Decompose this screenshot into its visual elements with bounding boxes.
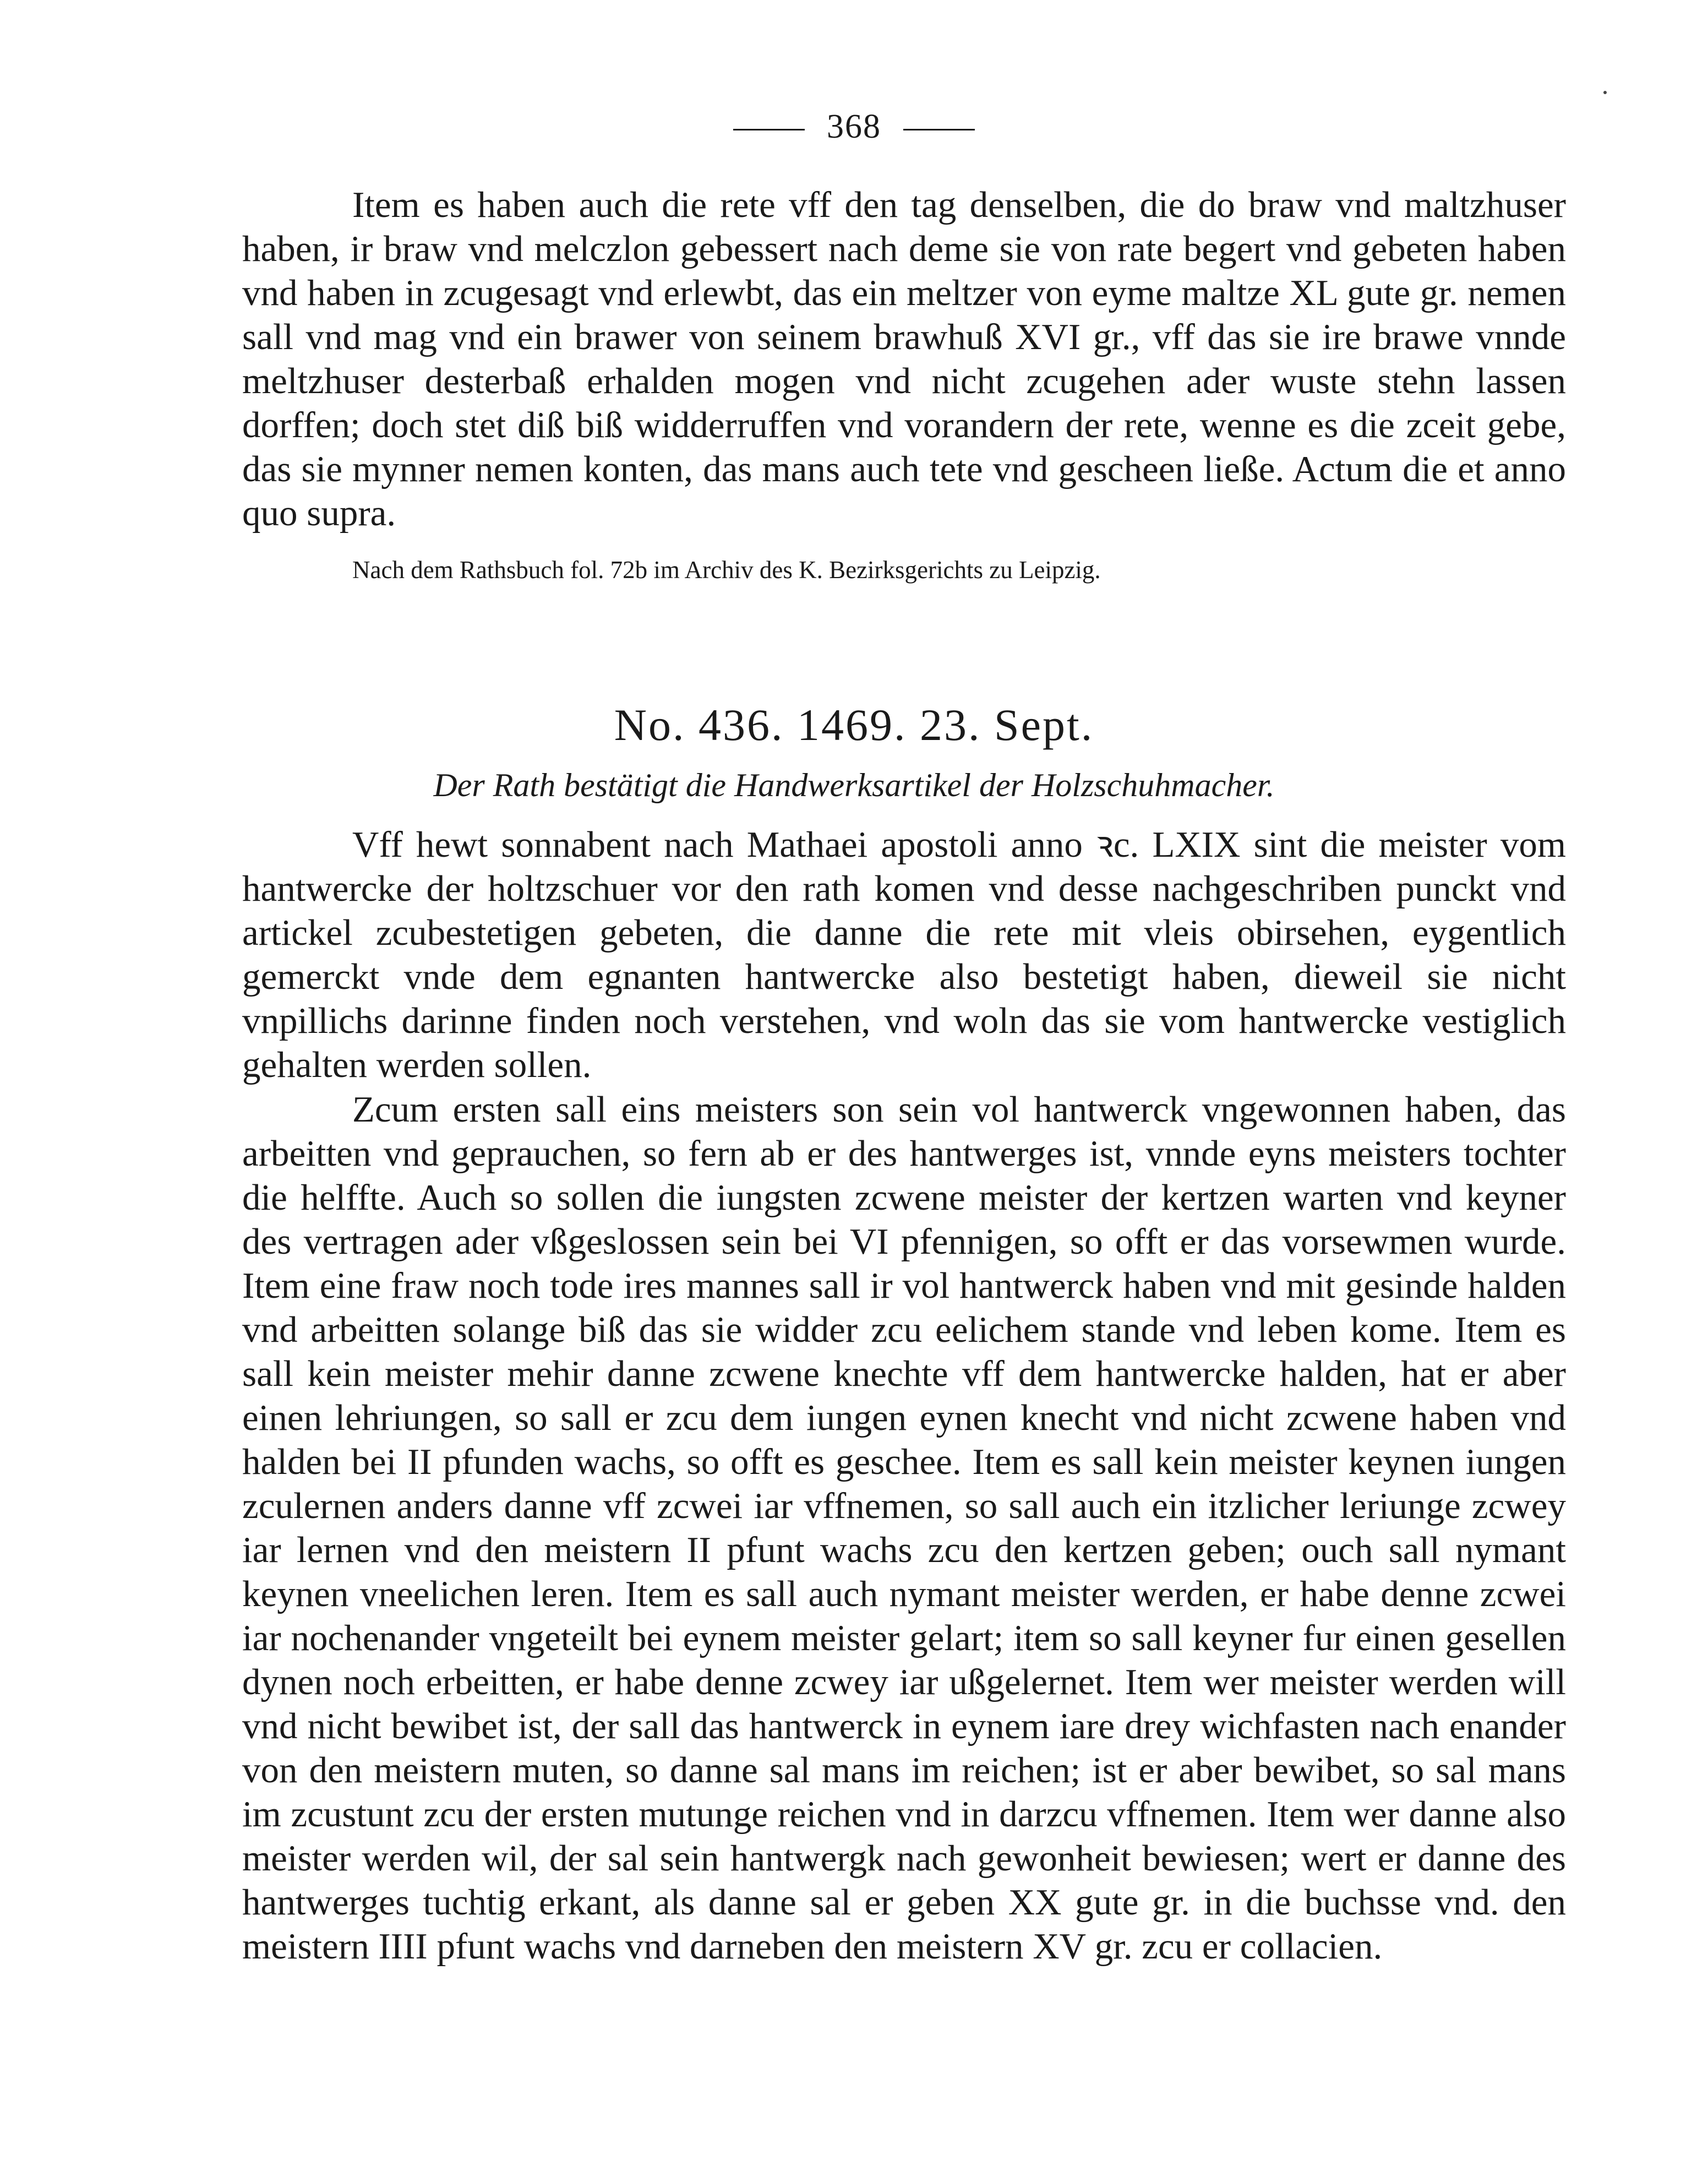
previous-document-paragraph: Item es haben auch die rete vff den tag denselben, die do braw vnd maltzhuser haben, ir braw vnd melczlon gebessert nach deme sie von rate begert vnd gebeten haben vnd haben in zcugesagt vnd erlewbt, das ein meltzer von eyme maltze XL gute gr. nemen sall vnd mag vnd ein brawer von seinem brawhuß XVI gr., vff das sie ire brawe vnnde meltzhuser desterbaß erhalden mogen vnd nicht zcugehen ader wuste stehn lassen dorffen; doch stet diß biß widderruffen vnd vorandern der rete, wenne es die zceit gebe, das sie mynner nemen konten, das mans auch tete vnd gescheen ließe. Actum die et anno quo supra.	[242, 184, 1566, 534]
document-subtitle: Der Rath bestätigt die Handwerksartikel der Holzschuhmacher.	[433, 767, 1275, 803]
right-rule	[903, 129, 975, 130]
page-number-text: 368	[827, 108, 881, 145]
left-rule	[733, 129, 805, 130]
document-heading: No. 436. 1469. 23. Sept.	[614, 700, 1094, 750]
document-paragraph-articles: Zcum ersten sall eins meisters son sein vol hantwerck vngewonnen haben, das arbeitten vnd geprauchen, so fern ab er des hantwerges ist, vnnde eyns meisters tochter die helffte. Auch so sollen die iungsten zcwene meister der kertzen warten vnd keyner des vertragen ader vßgeslossen sein bei VI pfennigen, so offt er das vorsewmen wurde. Item eine fraw noch tode ires mannes sall ir vol hantwerck haben vnd mit gesinde halden vnd arbeitten solange biß das sie widder zcu eelichem stande vnd leben kome. Item es sall kein meister mehir danne zcwene knechte vff dem hantwercke halden, hat er aber einen lehriungen, so sall er zcu dem iungen eynen knecht vnd nicht zcwene haben vnd halden bei II pfunden wachs, so offt es geschee. Item es sall kein meister keynen iungen zculernen anders danne vff zcwei iar vffnemen, so sall auch ein itzlicher leriunge zcwey iar lernen vnd den meistern II pfunt wachs zcu den kertzen geben; ouch sall nymant keynen vneelichen leren. Item es sall auch nymant meister werden, er habe denne zcwei iar nochenander vngeteilt bei eynem meister gelart; item so sall keyner fur einen gesellen dynen noch erbeitten, er habe denne zcwey iar ußgelernet. Item wer meister werden will vnd nicht bewibet ist, der sall das hantwerck in eynem iare drey wichfasten nach enander von den meistern muten, so danne sal mans im reichen; ist er aber bewibet, so sal mans im zcustunt zcu der ersten mutunge reichen vnd in darzcu vffnemen. Item wer danne also meister werden wil, der sal sein hantwergk nach gewonheit bewiesen; wert er danne des hantwerges tuchtig erkant, als danne sal er geben XX gute gr. in die buchsse vnd. den meistern IIII pfunt wachs vnd darneben den meistern XV gr. zcu er collacien.	[242, 1089, 1566, 1967]
edge-speck	[1603, 91, 1607, 94]
source-note: Nach dem Rathsbuch fol. 72b im Archiv des K. Bezirksgerichts zu Leipzig.	[352, 556, 1101, 584]
document-paragraph-intro: Vff hewt sonnabent nach Mathaei apostoli anno ꝛc. LXIX sint die meister vom hantwercke der holtzschuer vor den rath komen vnd desse nachgeschriben punckt vnd artickel zcubestetigen gebeten, die danne die rete mit vleis obirsehen, eygentlich gemerckt vnde dem egnanten hantwercke also bestetigt haben, dieweil sie nicht vnpillichs darinne finden noch verstehen, vnd woln das sie vom hantwercke vestiglich gehalten werden sollen.	[242, 824, 1566, 1085]
page-number	[0, 107, 1708, 146]
